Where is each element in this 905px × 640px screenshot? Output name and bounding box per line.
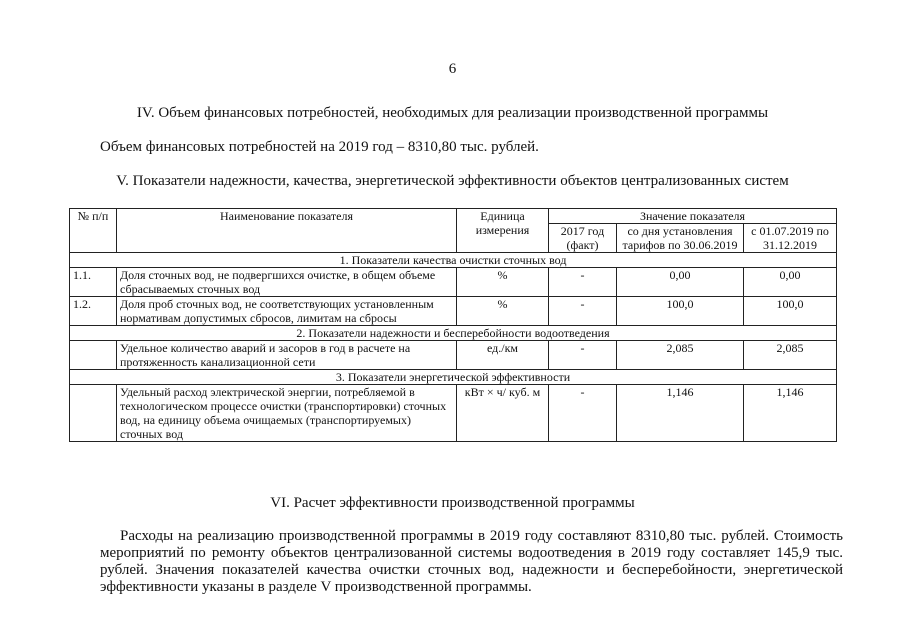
section-6-paragraph: Расходы на реализацию производственной программы в 2019 году составляют 8310,80 тыс. рублей. Стоимость мероприятий по ремонту объектов централизованной системы водоотведения в 2019 году составляет 145,9 тыс. рублей. Значения показателей качества очистки сточных вод, надежности и бесперебойности, энергетической эффективности указаны в разделе V производственной программы. [100,528,843,595]
section-5-heading: V. Показатели надежности, качества, энергетической эффективности объектов централизованных систем [116,173,789,189]
row-2017: - [549,341,617,370]
row-name: Удельный расход электрической энергии, потребляемой в технологическом процессе очистки (транспортировки) сточных вод, на единицу объема очищаемых (транспортируемых) сточных вод [117,385,457,442]
table-row [70,268,837,297]
row-name: Доля проб сточных вод, не соответствующих установленным нормативам допустимых сбросов, лимитам на сбросы [117,297,457,326]
row-unit: % [457,268,549,297]
table-row [70,385,837,442]
row-name: Доля сточных вод, не подвергшихся очистке, в общем объеме сбрасываемых сточных вод [117,268,457,297]
group-title-row [70,253,837,268]
row-2017: - [549,268,617,297]
row-name: Удельное количество аварий и засоров в год в расчете на протяженность канализационной сети [117,341,457,370]
header-name: Наименование показателя [117,209,457,253]
row-value-2: 1,146 [744,385,837,442]
row-2017: - [549,385,617,442]
table-row [70,297,837,326]
section-4-heading: IV. Объем финансовых потребностей, необходимых для реализации производственной программы [136,105,769,121]
row-value-2: 0,00 [744,268,837,297]
page-number: 6 [448,61,457,77]
row-num: 1.1. [70,268,117,297]
header-unit: Единица измерения [457,209,549,253]
row-num [70,385,117,442]
row-num [70,341,117,370]
row-unit: ед./км [457,341,549,370]
row-value-2: 2,085 [744,341,837,370]
row-unit: % [457,297,549,326]
financial-volume-text: Объем финансовых потребностей на 2019 год – 8310,80 тыс. рублей. [100,139,539,155]
section-6-heading: VI. Расчет эффективности производственной программы [270,495,635,511]
indicators-table [69,208,837,442]
header-2017: 2017 год (факт) [549,224,617,253]
table-header-row [70,209,837,224]
row-value-2: 100,0 [744,297,837,326]
row-value-1: 100,0 [617,297,744,326]
row-value-1: 2,085 [617,341,744,370]
row-value-1: 0,00 [617,268,744,297]
group-title-row [70,326,837,341]
header-from-tariff: со дня установления тарифов по 30.06.2019 [617,224,744,253]
group-title: 1. Показатели качества очистки сточных вод [70,253,837,268]
row-2017: - [549,297,617,326]
group-title: 2. Показатели надежности и бесперебойности водоотведения [70,326,837,341]
group-title: 3. Показатели энергетической эффективности [70,370,837,385]
row-num: 1.2. [70,297,117,326]
header-from-july: с 01.07.2019 по 31.12.2019 [744,224,837,253]
row-value-1: 1,146 [617,385,744,442]
group-title-row [70,370,837,385]
row-unit: кВт × ч/ куб. м [457,385,549,442]
table-row [70,341,837,370]
header-value-group: Значение показателя [549,209,837,224]
header-num: № п/п [70,209,117,253]
